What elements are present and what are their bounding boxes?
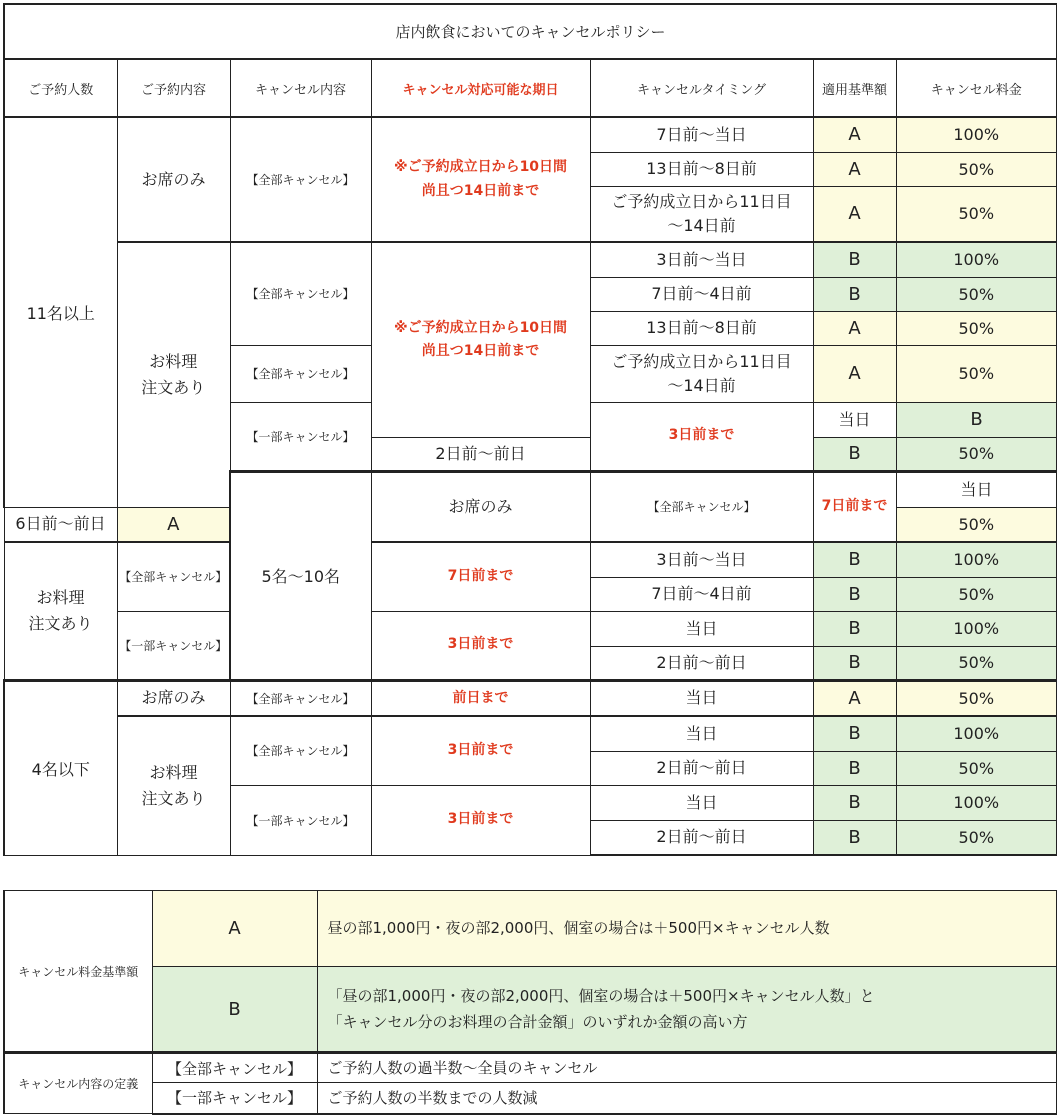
fee-cell: 50% <box>896 186 1057 242</box>
legend-desc-b-line-1: 「昼の部1,000円・夜の部2,000円、個室の場合は＋500円×キャンセル人数」と <box>327 986 875 1005</box>
timing-cell: 2日前〜前日 <box>590 751 813 785</box>
timing-cell: 2日前〜前日 <box>590 646 813 680</box>
header-fee: キャンセル料金 <box>896 59 1057 117</box>
timing-cell: 当日 <box>590 611 813 646</box>
fee-cell: 50% <box>896 646 1057 680</box>
content-seat-only: お席のみ <box>371 471 590 542</box>
timing-cell: 13日前〜8日前 <box>590 152 813 186</box>
timing-cell <box>590 345 813 402</box>
fee-cell: 50% <box>896 345 1057 402</box>
content-meal-line-2: 注文あり <box>141 788 206 808</box>
legend-base-label: キャンセル料金基準額 <box>4 891 152 1053</box>
deadline-cell: 3日前まで <box>590 402 813 471</box>
base-code-cell: B <box>813 577 896 611</box>
base-code-cell: A <box>117 507 230 542</box>
fee-cell: 100% <box>896 785 1057 820</box>
timing-cell: 7日前〜4日前 <box>590 577 813 611</box>
content-seat-only: お席のみ <box>117 117 230 242</box>
content-meal-line-2: 注文あり <box>28 613 93 633</box>
deadline-cell: 7日前まで <box>371 542 590 611</box>
timing-cell: 7日前〜4日前 <box>590 277 813 311</box>
fee-cell: 100% <box>896 242 1057 277</box>
cancel-type-full: 【全部キャンセル】 <box>230 345 371 402</box>
fee-cell: 50% <box>896 577 1057 611</box>
timing-cell: 3日前〜当日 <box>590 542 813 577</box>
cancel-type-partial: 【一部キャンセル】 <box>230 785 371 855</box>
fee-cell: 100% <box>896 716 1057 751</box>
deadline-cell: 7日前まで <box>813 471 896 542</box>
timing-cell <box>590 186 813 242</box>
fee-cell: 50% <box>896 680 1057 716</box>
base-code-cell: B <box>813 277 896 311</box>
base-code-cell: A <box>813 311 896 345</box>
legend-full-desc: ご予約人数の過半数〜全員のキャンセル <box>317 1053 1057 1083</box>
group-label-11plus: 11名以上 <box>4 117 117 507</box>
fee-cell: 50% <box>896 152 1057 186</box>
legend-def-label: キャンセル内容の定義 <box>4 1053 152 1114</box>
base-code-cell: B <box>813 611 896 646</box>
content-meal-order <box>4 542 117 680</box>
content-meal-line-2: 注文あり <box>141 377 206 397</box>
header-timing: キャンセルタイミング <box>590 59 813 117</box>
base-code-cell: B <box>813 242 896 277</box>
header-base: 適用基準額 <box>813 59 896 117</box>
group-label-5-10: 5名〜10名 <box>230 471 371 680</box>
deadline-cell <box>371 242 590 437</box>
group-label-4-under: 4名以下 <box>4 680 117 855</box>
content-meal-order <box>117 716 230 855</box>
legend-full-key: 【全部キャンセル】 <box>152 1053 317 1083</box>
timing-line-1: ご予約成立日から11日目 <box>611 351 792 371</box>
cancel-type-full: 【全部キャンセル】 <box>230 680 371 716</box>
header-cancel-content: キャンセル内容 <box>230 59 371 117</box>
timing-cell: 3日前〜当日 <box>590 242 813 277</box>
timing-cell: 7日前〜当日 <box>590 117 813 152</box>
header-deadline: キャンセル対応可能な期日 <box>371 59 590 117</box>
fee-cell: 50% <box>896 751 1057 785</box>
cancel-type-full: 【全部キャンセル】 <box>230 117 371 242</box>
legend-key-a: A <box>152 891 317 967</box>
base-code-cell: A <box>813 186 896 242</box>
base-code-cell: B <box>813 820 896 855</box>
timing-cell: 当日 <box>590 716 813 751</box>
deadline-cell: 3日前まで <box>371 716 590 785</box>
base-code-cell: A <box>813 680 896 716</box>
base-code-cell: B <box>813 785 896 820</box>
base-code-cell: B <box>813 437 896 471</box>
timing-cell: 当日 <box>813 402 896 437</box>
policy-title: 店内飲食においてのキャンセルポリシー <box>4 4 1057 59</box>
cancel-policy-table <box>3 3 1057 856</box>
cancel-type-full: 【全部キャンセル】 <box>117 542 230 611</box>
cancel-type-full: 【全部キャンセル】 <box>230 716 371 785</box>
base-code-cell: A <box>813 345 896 402</box>
base-code-cell: A <box>813 117 896 152</box>
deadline-line-2: 尚且つ14日前まで <box>421 182 540 199</box>
timing-line-2: 〜14日前 <box>667 215 736 235</box>
base-code-cell: A <box>813 152 896 186</box>
fee-cell: 100% <box>896 542 1057 577</box>
timing-cell: 当日 <box>590 680 813 716</box>
deadline-line-2: 尚且つ14日前まで <box>421 342 540 359</box>
header-content: ご予約内容 <box>117 59 230 117</box>
fee-cell: 100% <box>896 611 1057 646</box>
cancel-type-partial: 【一部キャンセル】 <box>117 611 230 680</box>
legend-partial-key: 【一部キャンセル】 <box>152 1083 317 1114</box>
timing-cell: 13日前〜8日前 <box>590 311 813 345</box>
legend-desc-b <box>317 967 1057 1053</box>
cancel-type-full: 【全部キャンセル】 <box>230 242 371 345</box>
content-meal-line-1: お料理 <box>149 352 198 372</box>
base-code-cell: B <box>813 716 896 751</box>
timing-cell: 当日 <box>896 471 1057 507</box>
fee-cell: 50% <box>896 311 1057 345</box>
timing-cell: 2日前〜前日 <box>371 437 590 471</box>
fee-cell: 50% <box>896 507 1057 542</box>
header-count: ご予約人数 <box>4 59 117 117</box>
timing-cell: 当日 <box>590 785 813 820</box>
deadline-cell: 3日前まで <box>371 785 590 855</box>
deadline-cell: 3日前まで <box>371 611 590 680</box>
timing-line-1: ご予約成立日から11日目 <box>611 191 792 211</box>
legend-desc-b-line-2: 「キャンセル分のお料理の合計金額」のいずれか金額の高い方 <box>327 1013 748 1031</box>
base-code-cell: B <box>813 542 896 577</box>
base-code-cell: B <box>813 646 896 680</box>
legend-desc-a: 昼の部1,000円・夜の部2,000円、個室の場合は＋500円×キャンセル人数 <box>317 891 1057 967</box>
content-meal-line-1: お料理 <box>36 588 85 608</box>
fee-cell: 50% <box>896 277 1057 311</box>
legend-partial-desc: ご予約人数の半数までの人数減 <box>317 1083 1057 1114</box>
base-code-cell: B <box>813 751 896 785</box>
fee-cell: 50% <box>896 820 1057 855</box>
deadline-cell <box>371 117 590 242</box>
deadline-line-1: ※ご予約成立日から10日間 <box>393 159 568 176</box>
cancel-type-full: 【全部キャンセル】 <box>590 471 813 542</box>
fee-cell: 50% <box>896 437 1057 471</box>
content-meal-order <box>117 242 230 507</box>
timing-cell: 2日前〜前日 <box>590 820 813 855</box>
timing-cell: 6日前〜前日 <box>4 507 117 542</box>
timing-line-2: 〜14日前 <box>667 375 736 395</box>
cancel-type-partial: 【一部キャンセル】 <box>230 402 371 471</box>
content-seat-only: お席のみ <box>117 680 230 716</box>
deadline-cell: 前日まで <box>371 680 590 716</box>
deadline-line-1: ※ご予約成立日から10日間 <box>393 319 568 336</box>
fee-cell: 100% <box>896 117 1057 152</box>
base-code-cell: B <box>896 402 1057 437</box>
legend-key-b: B <box>152 967 317 1053</box>
legend-table <box>3 890 1057 1115</box>
content-meal-line-1: お料理 <box>149 763 198 783</box>
